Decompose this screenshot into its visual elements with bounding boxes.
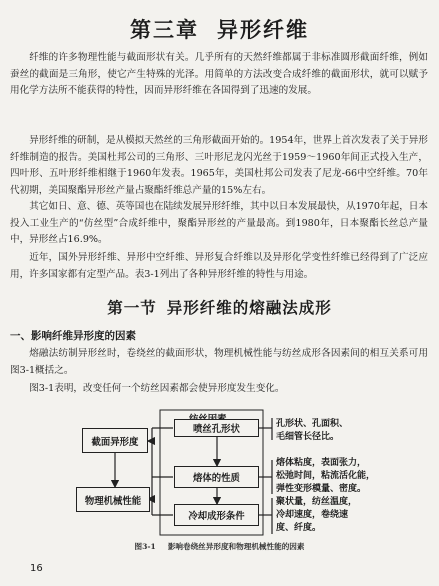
subsection-title: 一、影响纤维异形度的因素 <box>10 330 136 342</box>
section-paragraph-2: 图3-1表明，改变任何一个纺丝因素都会使异形度发生变化。 <box>29 383 285 394</box>
figure-caption-text: 影响卷绕丝异形度和物理机械性能的因素 <box>167 542 305 551</box>
section-name: 异形纤维的熔融法成形 <box>166 299 332 317</box>
section-paragraph-1: 熔融法纺制异形丝时，卷绕丝的截面形状，物理机械性能与纺丝成形各因素间的相互关系可用图3-1概括之。 <box>10 348 428 376</box>
detail-cooling: 聚状量，纺丝温度， 冷却速度，卷绕速 度、纤度。 <box>276 497 358 533</box>
factor-cooling-box: 冷却成形条件 <box>174 504 259 526</box>
intro-paragraph-1: 纤维的许多物理性能与截面形状有关。几乎所有的天然纤维都属于非标准圆形截面纤维，例如蚕丝的截面是三角形，使它产生特殊的光泽。用简单的方法改变合成纤维的截面形状，就可以赋予用化学方法所不能获得的特性，因而异形纤维在各国得到了迅速的发展。 <box>10 52 428 96</box>
intro-paragraph-3: 其它如日、意、德、英等国也在陆续发展异形纤维，其中以日本发展最快，从1970年起，日本投入工业生产的“仿丝型”合成纤维中，聚酯异形丝的产量最高。到1980年，日本聚酯长丝总产量中，异形丝占16.9%。 <box>10 201 428 245</box>
cross-section-box: 截面异形度 <box>82 428 148 453</box>
chapter-name: 异形纤维 <box>217 18 309 42</box>
figure-number: 图3-1 <box>134 542 156 551</box>
mechanical-property-box: 物理机械性能 <box>76 487 150 512</box>
detail-spinneret: 孔形状、孔面积、 毛细管长径比。 <box>276 419 349 442</box>
factor-spinneret-box: 喷丝孔形状 <box>174 419 259 437</box>
chapter-number: 第三章 <box>130 18 199 42</box>
figure-caption <box>0 541 439 552</box>
factor-melt-box: 熔体的性质 <box>174 466 259 488</box>
section-number: 第一节 <box>107 299 157 317</box>
detail-melt: 熔体粘度，表面张力， 松弛时间，粘流活化能， 弹性变形模量、密度。 <box>276 458 376 494</box>
page-number: 16 <box>30 563 43 574</box>
intro-paragraph-2: 异形纤维的研制，是从模拟天然丝的三角形截面开始的。1954年，世界上首次发表了关于异形纤维制造的报告。美国杜邦公司的三角形、三叶形尼龙闪光丝于1959～1960年间正式投入生产，四叶形、五叶形纤维相继于1960年发表。1965年，美国杜邦公司发表了尼龙-66中空纤维。70年代初期，美国聚酯异形丝产量占聚酯纤维总产量的15%左右。 <box>10 135 428 196</box>
intro-paragraph-4: 近年，国外异形纤维、异形中空纤维、异形复合纤维以及异形化学变性纤维已经得到了广泛应用，许多国家都有定型产品。表3-1列出了各种异形纤维的特性与用途。 <box>10 252 428 280</box>
